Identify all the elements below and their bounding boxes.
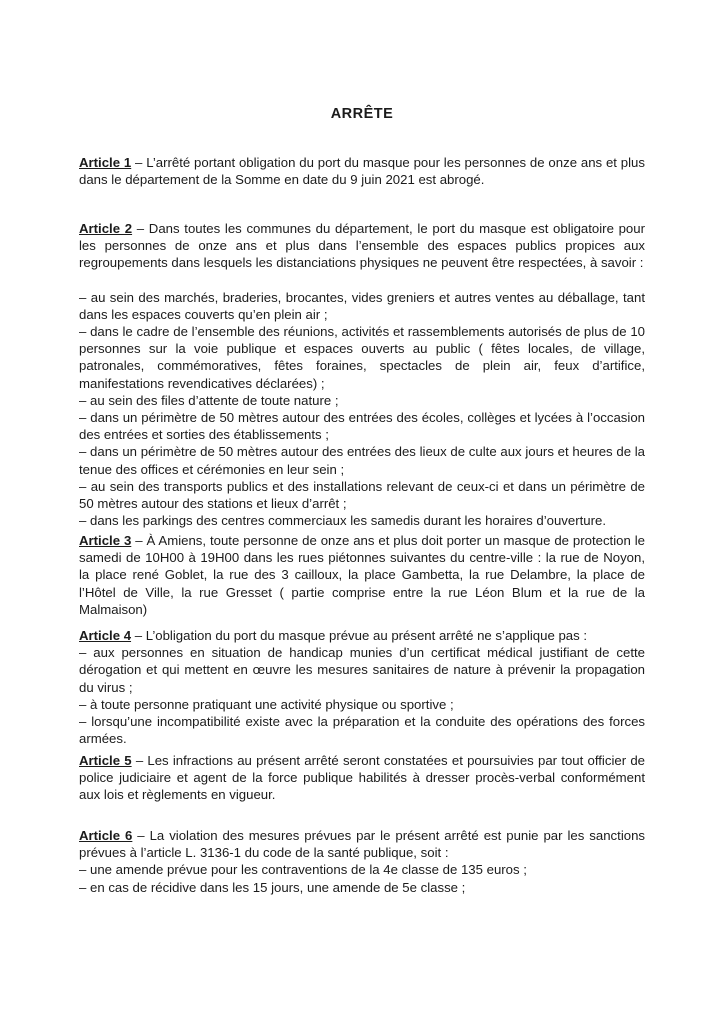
document-title: ARRÊTE (330, 106, 394, 122)
article-4-label: Article 4 (79, 628, 132, 643)
article-2-label: Article 2 (79, 221, 133, 236)
article-1 (79, 154, 645, 188)
article-4-item: – lorsqu’une incompatibilité existe avec la préparation et la conduite des opérations des forces armées. (79, 714, 645, 747)
article-6-item: – en cas de récidive dans les 15 jours, une amende de 5e classe ; (79, 879, 466, 895)
article-2-item: – au sein des transports publics et des installations relevant de ceux-ci et dans un périmètre de 50 mètres autour des stations et lieux d’arrêt ; (79, 478, 645, 512)
article-3-intro: – À Amiens, toute personne de onze ans et plus doit porter un masque de protection le samedi de 10H00 à 19H00 dans les rues piétonnes suivantes du centre-ville : la rue de Noyon, la place rené Goblet, la rue des 3 cailloux, la place Gambetta, la rue Delambre, la place de l’Hôtel de Ville, la rue Gresset ( partie comprise entre la rue Léon Blum et la rue de la Malmaison) (79, 533, 645, 617)
article-2-item: – au sein des marchés, braderies, brocantes, vides greniers et autres ventes au déballage, tant dans les espaces couverts qu’en plein air ; (79, 289, 645, 322)
article-2-item: – dans le cadre de l’ensemble des réunions, activités et rassemblements autorisés de plus de 10 personnes sur la voie publique et espaces ouverts au public ( fêtes locales, de village, patronales, commémoratives, fêtes foraines, spectacles de plein air, feux d’artifice, manifestations revendicatives déclarées) ; (79, 324, 645, 391)
article-2-item: – dans un périmètre de 50 mètres autour des entrées des écoles, collèges et lycées à l’occasion des entrées et sorties des établissements ; (79, 410, 645, 443)
article-2-item: – dans les parkings des centres commerciaux les samedis durant les horaires d’ouverture. (79, 513, 607, 529)
article-5-intro: – Les infractions au présent arrêté seront constatées et poursuivies par tout officier de police judiciaire et agent de la force publique habilités à dresser procès-verbal conformément aux lois et règlements en vigueur. (79, 753, 646, 803)
article-4-text (79, 627, 645, 644)
article-2-item: – dans un périmètre de 50 mètres autour des entrées des lieux de culte aux jours et heures de la tenue des offices et cérémonies en leur sein ; (79, 444, 645, 477)
article-2-item: – au sein des files d’attente de toute nature ; (79, 392, 339, 408)
article-4-intro: – L’obligation du port du masque prévue au présent arrêté ne s’applique pas : (131, 628, 588, 643)
article-6 (79, 827, 645, 896)
article-3-label: Article 3 (79, 533, 132, 548)
article-4-item: – aux personnes en situation de handicap munies d’un certificat médical justifiant de cette dérogation et qui mettent en œuvre les mesures sanitaires de nature à prévenir la propagation du virus ; (79, 645, 645, 695)
article-6-label: Article 6 (79, 828, 133, 843)
article-6-item: – une amende prévue pour les contraventions de la 4e classe de 135 euros ; (79, 862, 527, 878)
article-1-label: Article 1 (79, 155, 132, 170)
article-2-text (79, 220, 645, 272)
article-6-text (79, 827, 645, 861)
article-1-text (79, 154, 645, 188)
article-2-intro: – Dans toutes les communes du département, le port du masque est obligatoire pour les personnes de onze ans et plus dans l’ensemble des espaces publics propices aux regroupements dans lesquels les distanciations physiques ne peuvent être respectées, à savoir : (79, 221, 645, 271)
article-6-intro: – La violation des mesures prévues par le présent arrêté est punie par les sanctions prévues à l’article L. 3136-1 du code de la santé publique, soit : (79, 828, 646, 861)
article-5-text (79, 752, 645, 804)
article-3-text (79, 532, 645, 618)
article-5 (79, 752, 645, 804)
article-4-item: – à toute personne pratiquant une activité physique ou sportive ; (79, 696, 454, 712)
article-1-intro: – L’arrêté portant obligation du port du masque pour les personnes de onze ans et plus dans le département de la Somme en date du 9 juin 2021 est abrogé. (79, 155, 645, 188)
article-2 (79, 220, 645, 529)
article-4 (79, 627, 645, 747)
article-5-label: Article 5 (79, 753, 132, 768)
article-3 (79, 532, 645, 618)
